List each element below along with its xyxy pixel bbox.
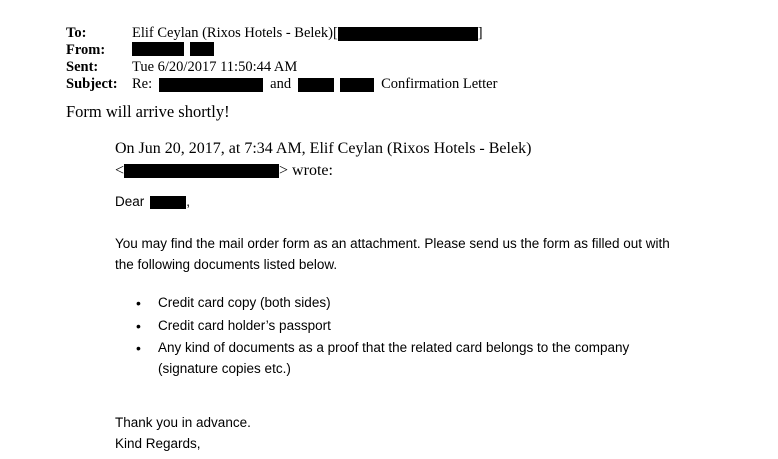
list-item (136, 316, 675, 337)
bullet-icon: • (136, 317, 141, 334)
salutation-comma: , (186, 194, 191, 209)
redaction-bar-recipient-address (338, 27, 478, 41)
redaction-bar-sender-2 (190, 42, 214, 56)
quote-angle-open: < (115, 162, 125, 179)
email-header-block (66, 25, 726, 93)
quote-angle-close: > wrote: (279, 162, 333, 179)
header-value-from (132, 42, 214, 56)
quoted-message-header (115, 138, 715, 182)
subject-suffix: Confirmation Letter (381, 76, 498, 92)
salutation-word: Dear (115, 194, 145, 209)
header-row-subject (66, 76, 726, 93)
requirements-list (115, 293, 675, 379)
quote-address-line (115, 160, 715, 182)
quoted-message-body (115, 192, 675, 454)
recipient-name: Elif Ceylan (Rixos Hotels - Belek)[ (132, 25, 338, 41)
bullet-icon: • (136, 295, 141, 311)
sent-timestamp: Tue 6/20/2017 11:50:44 AM (132, 59, 298, 75)
header-value-subject (132, 76, 497, 93)
header-row-to (66, 25, 726, 42)
header-label-sent: Sent: (66, 59, 99, 75)
list-item (136, 293, 675, 314)
header-row-sent (66, 59, 726, 76)
redaction-bar-subject-2 (298, 78, 334, 92)
bullet-icon: • (136, 340, 141, 356)
redaction-bar-quote-address (124, 164, 279, 178)
header-label-from: From: (66, 42, 106, 58)
header-value-sent (132, 59, 297, 76)
recipient-bracket-close: ] (477, 25, 483, 41)
redaction-bar-subject-3 (340, 78, 374, 92)
quote-intro-line: On Jun 20, 2017, at 7:34 AM, Elif Ceylan (Rixos Hotels - Belek) (115, 140, 532, 157)
subject-prefix: Re: (132, 76, 153, 92)
header-label-subject: Subject: (66, 76, 118, 92)
redaction-bar-sender-1 (132, 42, 184, 56)
list-item-label: Credit card holder’s passport (158, 317, 331, 333)
list-item-label: Any kind of documents as a proof that the related card belongs to the company (signature copies etc.) (158, 340, 630, 376)
salutation-line (115, 192, 675, 212)
message-lead-line: Form will arrive shortly! (66, 102, 230, 121)
redaction-bar-subject-1 (159, 78, 263, 92)
closing-line-regards: Kind Regards, (115, 435, 201, 451)
list-item-label: Credit card copy (both sides) (158, 295, 331, 310)
header-row-from (66, 42, 726, 59)
list-item (136, 338, 675, 379)
header-value-to (132, 25, 483, 42)
header-label-to: To: (66, 25, 87, 41)
subject-conjunction: and (270, 76, 292, 92)
redaction-bar-salutation-name (150, 196, 186, 209)
body-paragraph: You may find the mail order form as an attachment. Please send us the form as filled out with the following documents listed below. (115, 236, 670, 272)
closing-line-thanks: Thank you in advance. (115, 415, 251, 430)
closing-block (115, 413, 675, 454)
